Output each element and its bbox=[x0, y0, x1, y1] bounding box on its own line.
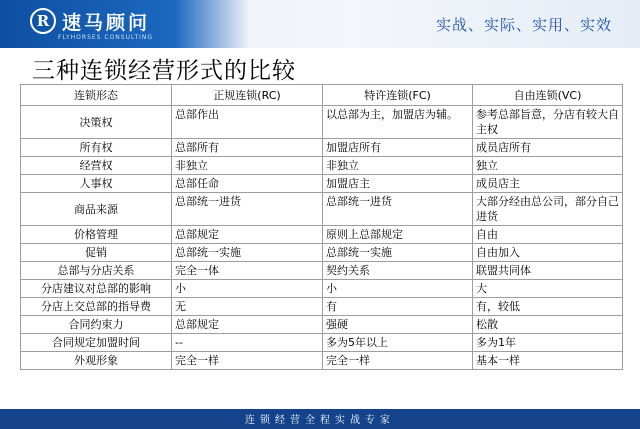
row-label: 分店上交总部的指导费 bbox=[21, 298, 172, 316]
logo-subtitle: FLYHORSES CONSULTING bbox=[58, 34, 154, 41]
row-label: 合同规定加盟时间 bbox=[21, 334, 172, 352]
table-cell: 总部统一实施 bbox=[323, 244, 473, 262]
table-header-row bbox=[21, 85, 623, 106]
column-header: 自由连锁(VC) bbox=[473, 85, 623, 106]
table-row bbox=[21, 316, 623, 334]
table-cell: 参考总部旨意，分店有较大自主权 bbox=[473, 106, 623, 139]
row-label: 总部与分店关系 bbox=[21, 262, 172, 280]
table-cell: 总部作出 bbox=[172, 106, 323, 139]
row-label: 价格管理 bbox=[21, 226, 172, 244]
table-cell: 小 bbox=[323, 280, 473, 298]
table-cell: 原则上总部规定 bbox=[323, 226, 473, 244]
logo-name: 速马顾问 bbox=[62, 12, 151, 34]
table-row bbox=[21, 262, 623, 280]
table-cell: 完全一样 bbox=[323, 352, 473, 370]
table-cell: 总部规定 bbox=[172, 226, 323, 244]
footer-text: 连锁经营全程实战专家 bbox=[245, 415, 395, 426]
table-cell: 加盟店主 bbox=[323, 175, 473, 193]
table-cell: 完全一体 bbox=[172, 262, 323, 280]
table-row bbox=[21, 175, 623, 193]
page-title: 三种连锁经营形式的比较 bbox=[32, 58, 296, 84]
footer-bar bbox=[0, 409, 640, 429]
column-header: 正规连锁(RC) bbox=[172, 85, 323, 106]
table-row bbox=[21, 106, 623, 139]
comparison-table-container bbox=[20, 84, 622, 370]
row-label: 合同约束力 bbox=[21, 316, 172, 334]
row-label: 所有权 bbox=[21, 139, 172, 157]
table-row bbox=[21, 280, 623, 298]
table-cell: 契约关系 bbox=[323, 262, 473, 280]
table-cell: 总部统一进货 bbox=[323, 193, 473, 226]
table-cell: 完全一样 bbox=[172, 352, 323, 370]
table-cell: 非独立 bbox=[172, 157, 323, 175]
table-cell: 独立 bbox=[473, 157, 623, 175]
table-cell: 自由加入 bbox=[473, 244, 623, 262]
table-cell: 基本一样 bbox=[473, 352, 623, 370]
table-row bbox=[21, 244, 623, 262]
table-cell: 强硬 bbox=[323, 316, 473, 334]
row-label: 人事权 bbox=[21, 175, 172, 193]
column-header: 特许连锁(FC) bbox=[323, 85, 473, 106]
table-cell: 以总部为主，加盟店为辅。 bbox=[323, 106, 473, 139]
row-label: 分店建议对总部的影响 bbox=[21, 280, 172, 298]
row-label: 商品来源 bbox=[21, 193, 172, 226]
table-row bbox=[21, 157, 623, 175]
slogan: 实战、实际、实用、实效 bbox=[435, 16, 612, 34]
row-label: 外观形象 bbox=[21, 352, 172, 370]
table-row bbox=[21, 334, 623, 352]
table-cell: 自由 bbox=[473, 226, 623, 244]
header-bar bbox=[0, 0, 640, 48]
comparison-table bbox=[20, 84, 623, 370]
table-cell: -- bbox=[172, 334, 323, 352]
table-cell: 总部任命 bbox=[172, 175, 323, 193]
table-cell: 大 bbox=[473, 280, 623, 298]
table-row bbox=[21, 139, 623, 157]
row-label: 促销 bbox=[21, 244, 172, 262]
table-cell: 总部规定 bbox=[172, 316, 323, 334]
table-row bbox=[21, 193, 623, 226]
table-cell: 非独立 bbox=[323, 157, 473, 175]
row-label: 决策权 bbox=[21, 106, 172, 139]
table-cell: 小 bbox=[172, 280, 323, 298]
logo bbox=[0, 0, 250, 48]
table-cell: 加盟店所有 bbox=[323, 139, 473, 157]
table-body bbox=[21, 106, 623, 370]
table-cell: 总部统一实施 bbox=[172, 244, 323, 262]
table-cell: 无 bbox=[172, 298, 323, 316]
table-cell: 大部分经由总公司，部分自己进货 bbox=[473, 193, 623, 226]
table-cell: 联盟共同体 bbox=[473, 262, 623, 280]
table-cell: 有，较低 bbox=[473, 298, 623, 316]
table-row bbox=[21, 298, 623, 316]
table-cell: 多为1年 bbox=[473, 334, 623, 352]
table-cell: 总部统一进货 bbox=[172, 193, 323, 226]
logo-mark-icon: R bbox=[30, 8, 56, 34]
table-cell: 成员店主 bbox=[473, 175, 623, 193]
column-header: 连锁形态 bbox=[21, 85, 172, 106]
table-cell: 总部所有 bbox=[172, 139, 323, 157]
table-row bbox=[21, 226, 623, 244]
table-cell: 成员店所有 bbox=[473, 139, 623, 157]
table-row bbox=[21, 352, 623, 370]
table-cell: 有 bbox=[323, 298, 473, 316]
table-cell: 多为5年以上 bbox=[323, 334, 473, 352]
row-label: 经营权 bbox=[21, 157, 172, 175]
table-cell: 松散 bbox=[473, 316, 623, 334]
